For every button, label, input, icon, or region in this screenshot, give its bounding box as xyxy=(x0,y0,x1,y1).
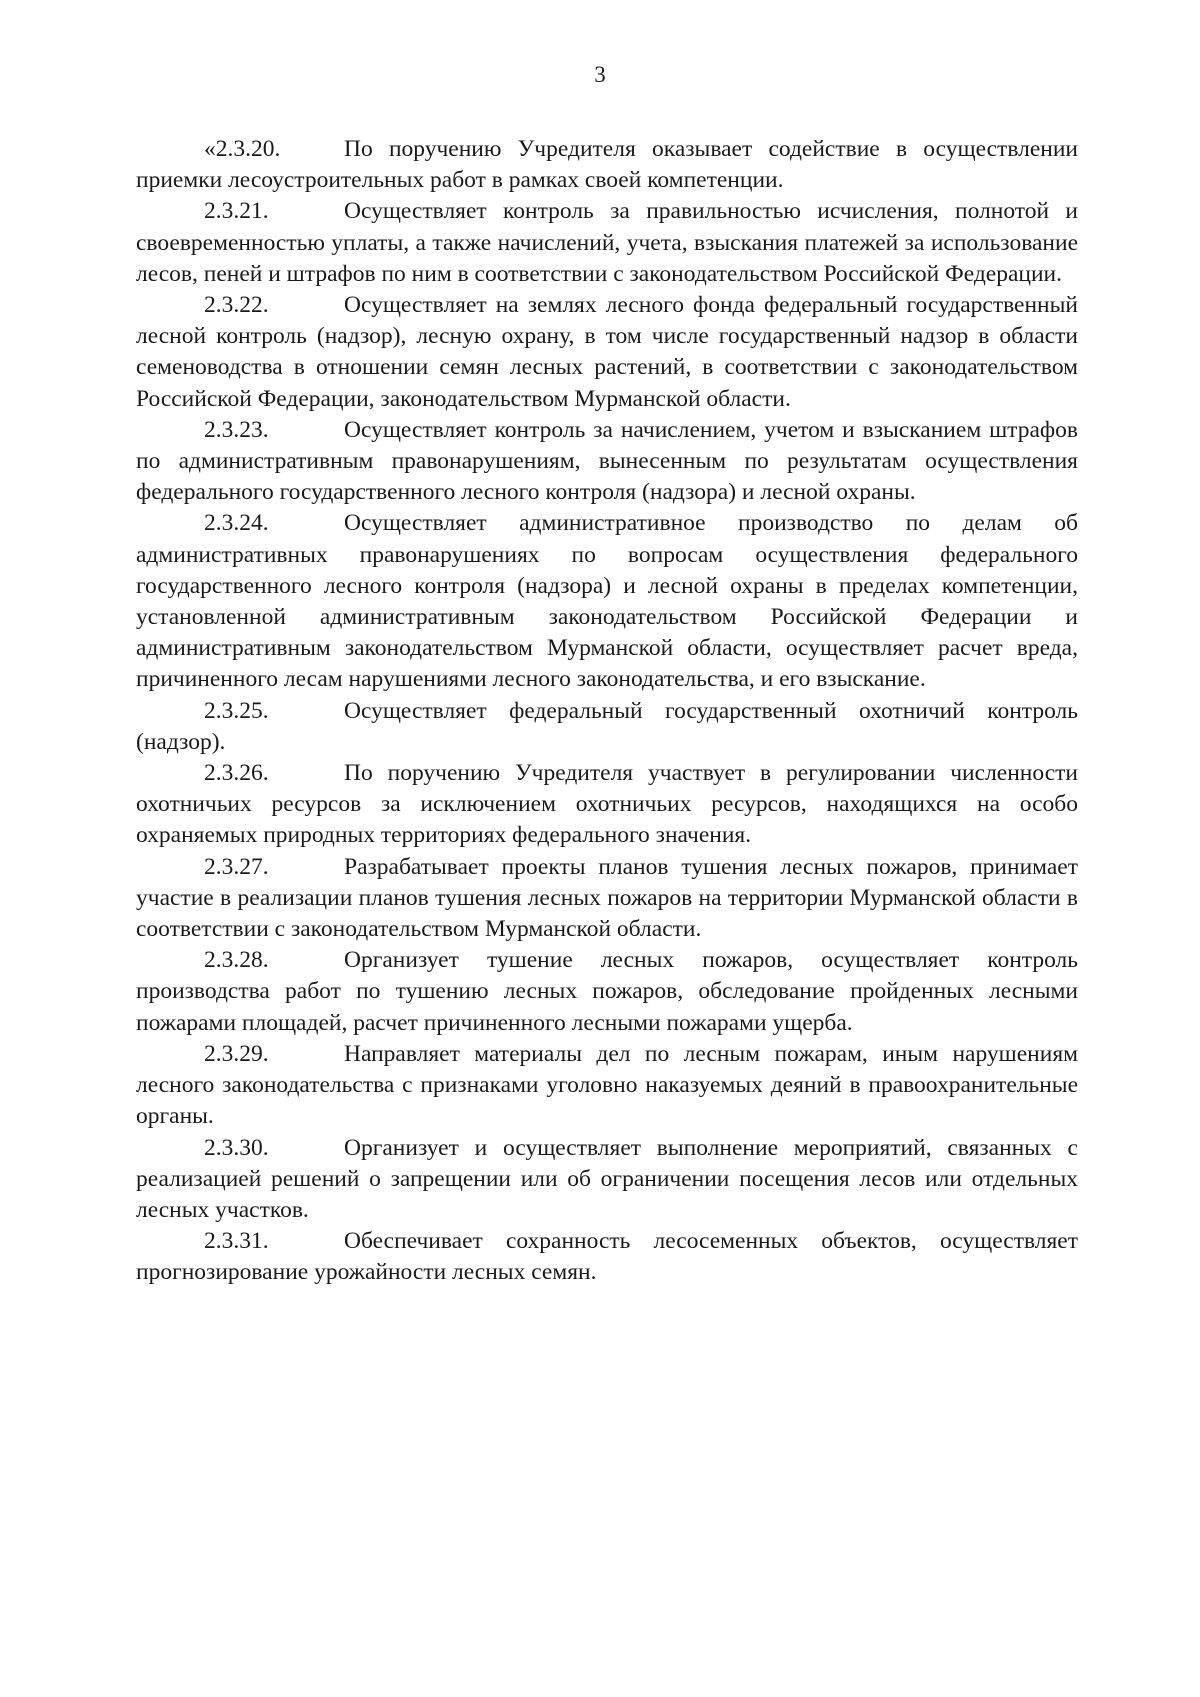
paragraph-2-3-23 xyxy=(136,415,1078,509)
clause-text: Организует тушение лесных пожаров, осуществляет контроль производства работ по тушению лесных пожаров, обследование пройденных лесными пожарами площадей, расчет причиненного лесными пожарами ущерба. xyxy=(136,947,1078,1036)
clause-number: 2.3.29. xyxy=(204,1040,269,1067)
paragraph-2-3-25 xyxy=(136,696,1078,758)
clause-text: Осуществляет контроль за правильностью исчисления, полнотой и своевременностью уплаты, а также начислений, учета, взыскания платежей за использование лесов, пеней и штрафов по ним в соответствии с законодательством Российской Федерации. xyxy=(136,198,1078,287)
paragraph-2-3-28 xyxy=(136,945,1078,1039)
paragraph-2-3-20 xyxy=(136,134,1078,196)
paragraph-2-3-30 xyxy=(136,1133,1078,1227)
clause-text: Осуществляет федеральный государственный охотничий контроль (надзор). xyxy=(136,697,1078,755)
clause-text: Осуществляет административное производство по делам об административных правонарушениях по вопросам осуществления федерального государственного лесного контроля (надзора) и лесной охраны в пределах компетенции, установленной административным законодательством Российской Федерации и административным законодательством Мурманской области, осуществляет расчет вреда, причиненного лесам нарушениями лесного законодательства, и его взыскание. xyxy=(136,510,1078,693)
clause-number: 2.3.26. xyxy=(204,760,269,787)
clause-text: Осуществляет на землях лесного фонда федеральный государственный лесной контроль (надзор), лесную охрану, в том числе государственный надзор в области семеноводства в отношении семян лесных растений, в соответствии с законодательством Российской Федерации, законодательством Мурманской области. xyxy=(136,292,1078,412)
clause-text: Обеспечивает сохранность лесосеменных объектов, осуществляет прогнозирование урожайности лесных семян. xyxy=(136,1228,1078,1286)
paragraph-2-3-29 xyxy=(136,1039,1078,1133)
clause-number: 2.3.30. xyxy=(204,1134,269,1161)
clause-number: 2.3.23. xyxy=(204,416,269,443)
clause-number: 2.3.24. xyxy=(204,510,269,537)
paragraph-2-3-26 xyxy=(136,758,1078,852)
clause-number: 2.3.25. xyxy=(204,697,269,724)
clause-text: По поручению Учредителя оказывает содействие в осуществлении приемки лесоустроительных работ в рамках своей компетенции. xyxy=(136,136,1078,194)
clause-number: 2.3.27. xyxy=(204,853,269,880)
clause-text: Разрабатывает проекты планов тушения лесных пожаров, принимает участие в реализации планов тушения лесных пожаров на территории Мурманской области в соответствии с законодательством Мурманской области. xyxy=(136,853,1078,943)
paragraph-2-3-21 xyxy=(136,196,1078,290)
page-number: 3 xyxy=(594,62,606,87)
clause-number: «2.3.20. xyxy=(204,136,281,162)
clause-text: Осуществляет контроль за начислением, учетом и взысканием штрафов по административным правонарушениям, вынесенным по результатам осуществления федерального государственного лесного контроля (надзора) и лесной охраны. xyxy=(136,416,1078,506)
paragraph-2-3-27 xyxy=(136,852,1078,946)
clause-text: Направляет материалы дел по лесным пожарам, иным нарушениям лесного законодательства с признаками уголовно наказуемых деяний в правоохранительные органы. xyxy=(136,1040,1078,1130)
clause-number: 2.3.31. xyxy=(204,1228,269,1255)
document-body xyxy=(136,134,1078,1289)
paragraph-2-3-24 xyxy=(136,508,1078,695)
clause-number: 2.3.22. xyxy=(204,292,269,319)
paragraph-2-3-31 xyxy=(136,1226,1078,1288)
clause-text: Организует и осуществляет выполнение мероприятий, связанных с реализацией решений о запрещении или об ограничении посещения лесов или отдельных лесных участков. xyxy=(136,1134,1078,1223)
clause-number: 2.3.21. xyxy=(204,198,269,225)
clause-text: По поручению Учредителя участвует в регулировании численности охотничьих ресурсов за исключением охотничьих ресурсов, находящихся на особо охраняемых природных территориях федерального значения. xyxy=(136,760,1078,849)
clause-number: 2.3.28. xyxy=(204,947,269,974)
paragraph-2-3-22 xyxy=(136,290,1078,415)
